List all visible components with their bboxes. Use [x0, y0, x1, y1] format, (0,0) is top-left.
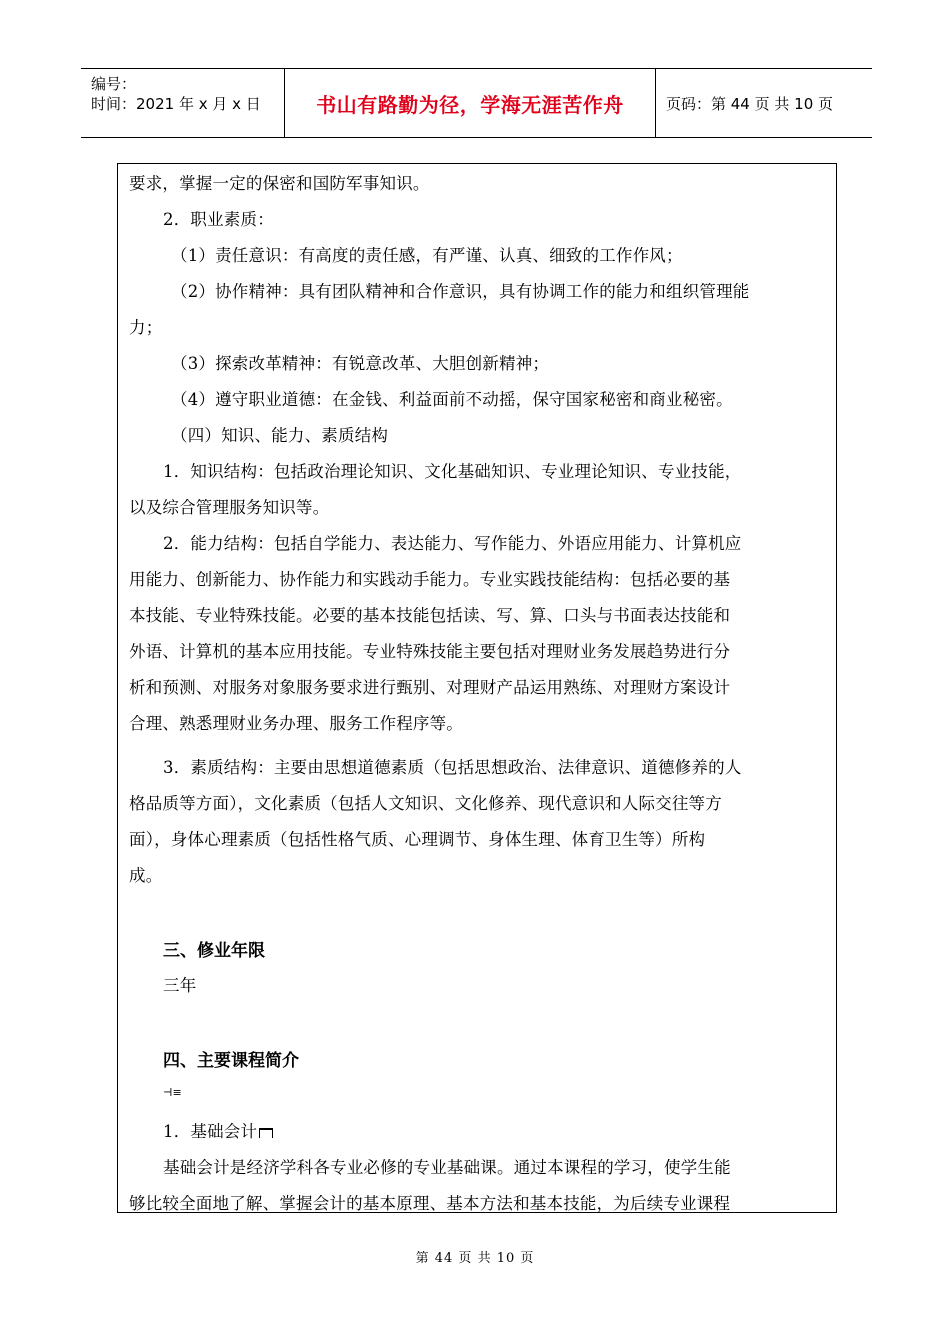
course-title-text: 1．基础会计	[163, 1122, 258, 1141]
body-line: （2）协作精神：具有团队精神和合作意识，具有协调工作的能力和组织管理能	[171, 282, 750, 301]
body-line: 成。	[129, 866, 163, 885]
doc-number-label: 编号：	[91, 75, 137, 93]
section-heading: 四、主要课程简介	[163, 1051, 299, 1071]
course-title	[163, 1118, 863, 1142]
body-line: 力；	[129, 318, 163, 337]
header-meta-cell	[81, 69, 285, 137]
body-line: 2．职业素质：	[163, 210, 274, 229]
page-footer: 第 44 页 共 10 页	[415, 1251, 535, 1266]
body-line: 合理、熟悉理财业务办理、服务工作程序等。	[129, 714, 463, 733]
body-line: 析和预测、对服务对象服务要求进行甄别、对理财产品运用熟练、对理财方案设计	[129, 678, 731, 697]
body-line: 以及综合管理服务知识等。	[129, 498, 330, 517]
header-motto: 书山有路勤为径，学海无涯苦作舟	[285, 69, 656, 137]
text-cursor-mark	[259, 1128, 273, 1138]
body-line: 要求，掌握一定的保密和国防军事知识。	[129, 174, 430, 193]
body-line: 1．知识结构：包括政治理论知识、文化基础知识、专业理论知识、专业技能，	[163, 462, 742, 481]
body-line: 格品质等方面），文化素质（包括人文知识、文化修养、现代意识和人际交往等方	[129, 794, 722, 813]
body-line: 3．素质结构：主要由思想道德素质（包括思想政治、法律意识、道德修养的人	[163, 758, 742, 777]
body-line: （4）遵守职业道德：在金钱、利益面前不动摇，保守国家秘密和商业秘密。	[171, 390, 733, 409]
header-page-label: 页码：第 44 页 共 10 页	[666, 94, 834, 113]
body-line: （1）责任意识：有高度的责任感，有严谨、认真、细致的工作作风；	[171, 246, 683, 265]
section-text: 三年	[163, 976, 197, 995]
body-line: 基础会计是经济学科各专业必修的专业基础课。通过本课程的学习，使学生能	[163, 1158, 731, 1177]
paragraph-mark: ⊣≡	[163, 1086, 182, 1099]
section-heading: 三、修业年限	[163, 941, 265, 961]
body-line: （3）探索改革精神：有锐意改革、大胆创新精神；	[171, 354, 550, 373]
body-line: 本技能、专业特殊技能。必要的基本技能包括读、写、算、口头与书面表达技能和	[129, 606, 731, 625]
body-line: （四）知识、能力、素质结构	[171, 426, 389, 445]
body-line: 面），身体心理素质（包括性格气质、心理调节、身体生理、体育卫生等）所构	[129, 830, 706, 849]
page-header	[81, 68, 872, 138]
body-line: 2．能力结构：包括自学能力、表达能力、写作能力、外语应用能力、计算机应	[163, 534, 742, 553]
body-line: 外语、计算机的基本应用技能。专业特殊技能主要包括对理财业务发展趋势进行分	[129, 642, 731, 661]
doc-date-label: 时间：2021 年 x 月 x 日	[91, 95, 261, 113]
body-line: 用能力、创新能力、协作能力和实践动手能力。专业实践技能结构：包括必要的基	[129, 570, 731, 589]
body-line: 够比较全面地了解、掌握会计的基本原理、基本方法和基本技能，为后续专业课程	[129, 1194, 731, 1213]
